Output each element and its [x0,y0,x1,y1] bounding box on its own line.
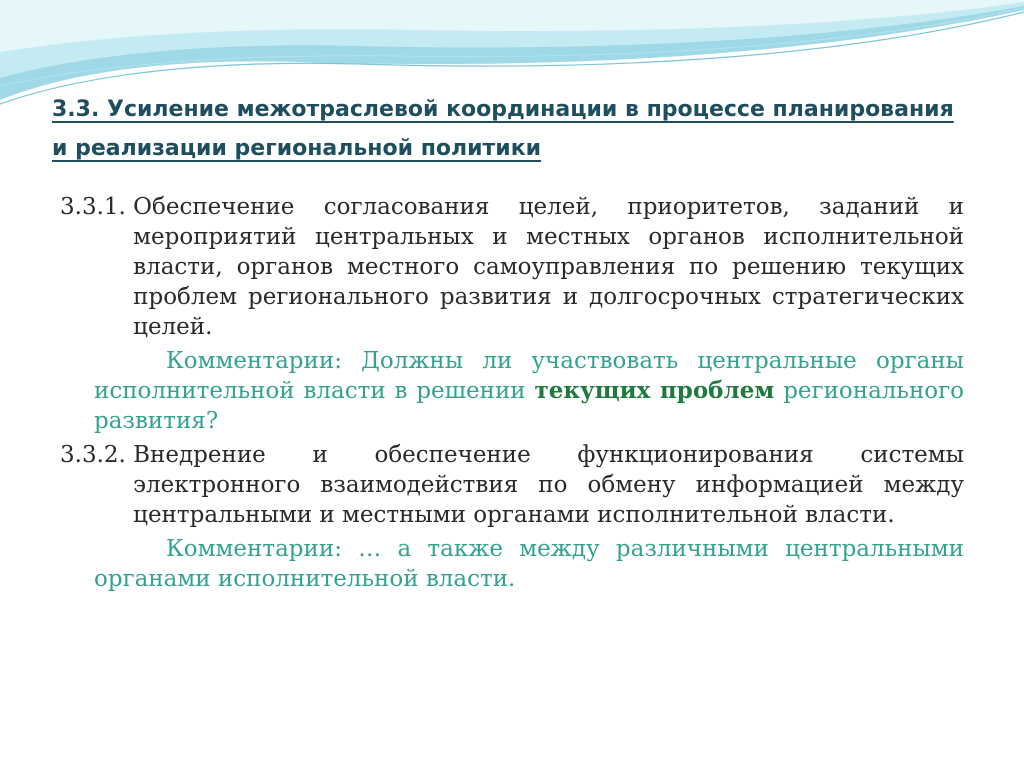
comment-text-end: регионального развития? [94,378,965,434]
item-number: 3.3.1. [60,194,134,220]
list-item [60,192,964,342]
slide-body [60,192,964,598]
item-number: 3.3.2. [60,442,134,468]
item-text: Обеспечение согласования целей, приоритетов, заданий и мероприятий центральных и местных органов исполнительной власти, органов местного самоуправления по решению текущих проблем регионального развития и долгосрочных стратегических целей. [133,194,964,340]
comment-text: Комментарии: … а также между различными центральными органами исполнительной власти. [94,536,964,592]
comment-emphasis: текущих проблем [534,377,775,404]
item-text: Внедрение и обеспечение функционирования системы электронного взаимодействия по обмену информацией между центральными и местными органами исполнительной власти. [133,442,964,528]
comment [94,534,964,594]
list-item [60,440,964,530]
slide-title: 3.3. Усиление межотраслевой координации в процессе планирования и реализации региональной политики [52,97,954,161]
comment [94,346,964,436]
comment-text: Комментарии: Должны ли участвовать центральные органы исполнительной власти в решении [94,348,964,404]
